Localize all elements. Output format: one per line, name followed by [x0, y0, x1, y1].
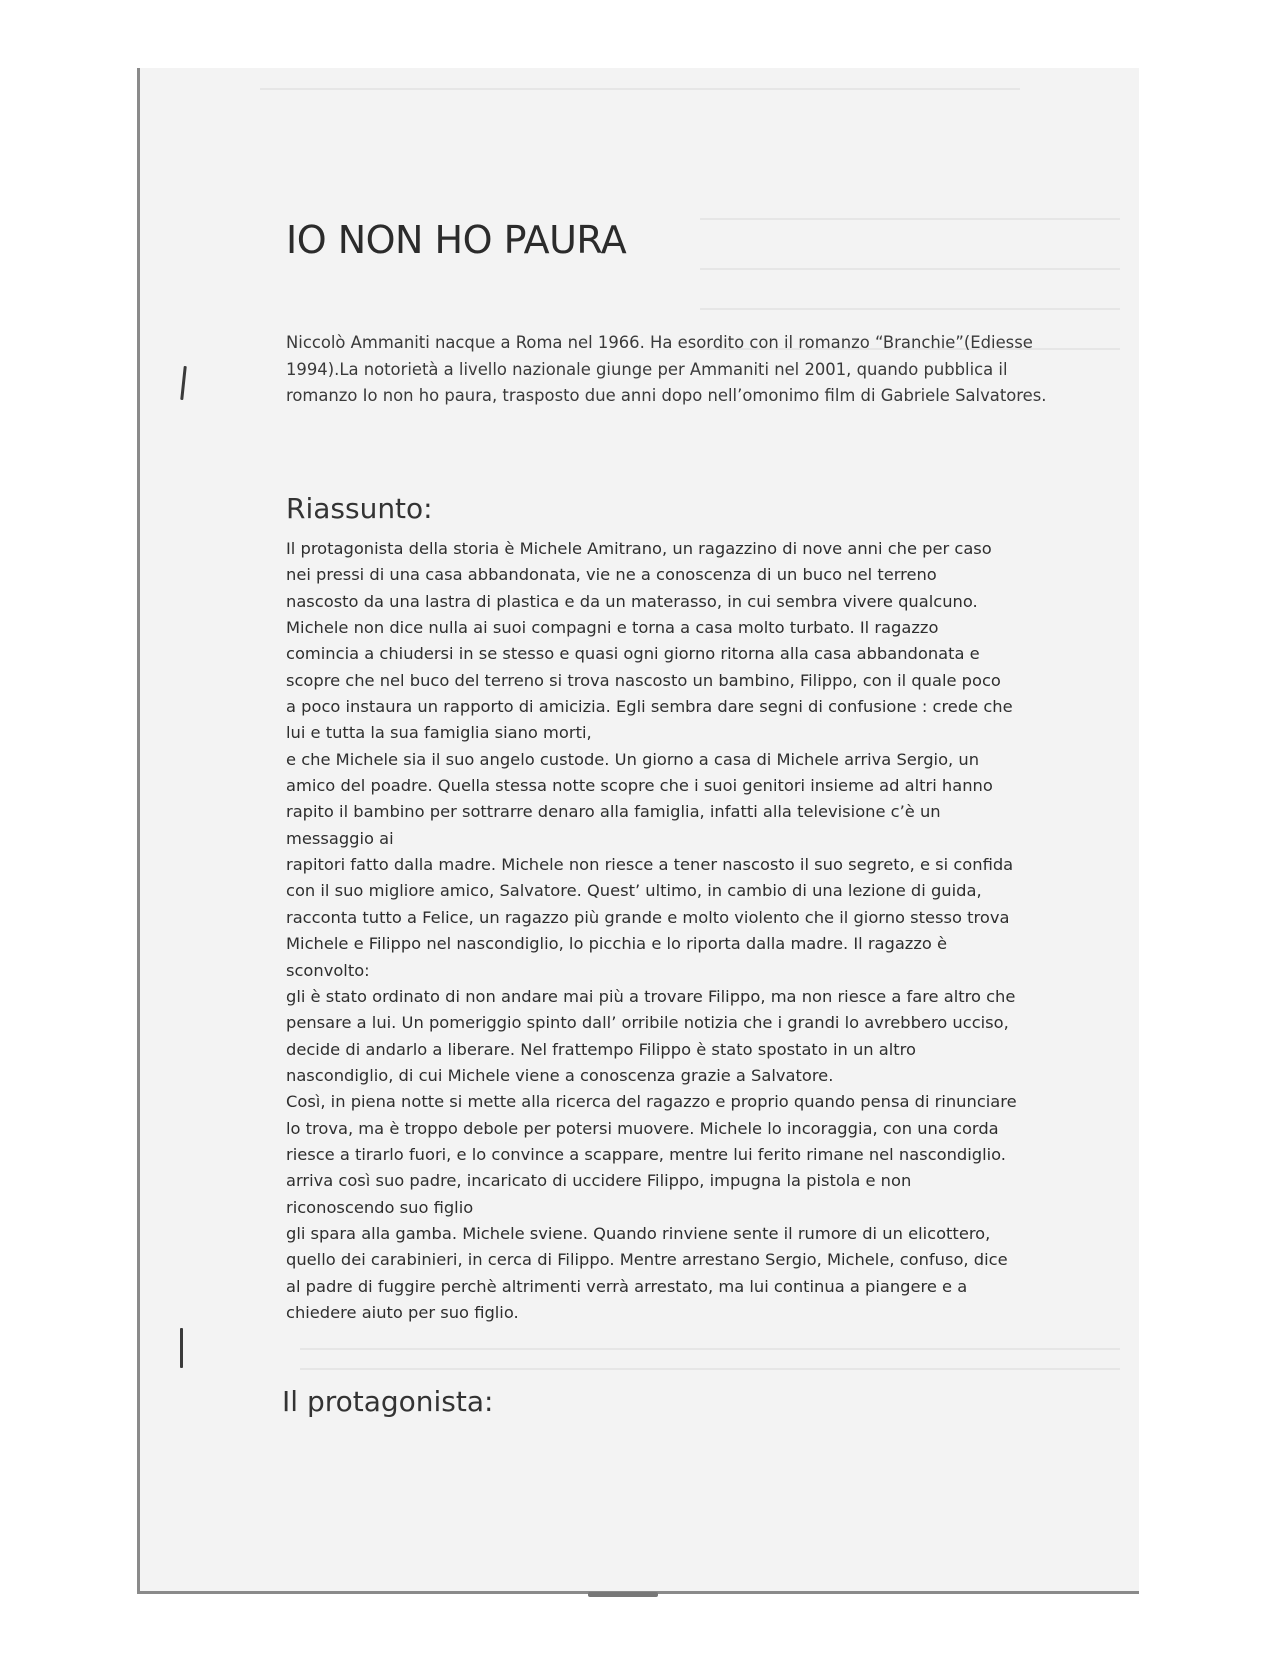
summary-line: racconta tutto a Felice, un ragazzo più grande e molto violento che il giorno stesso trova: [286, 907, 1010, 927]
summary-line: amico del poadre. Quella stessa notte scopre che i suoi genitori insieme ad altri hanno: [286, 776, 993, 796]
bleed-through-line: [700, 268, 1120, 270]
summary-line: Michele non dice nulla ai suoi compagni e torna a casa molto turbato. Il ragazzo: [286, 618, 939, 638]
summary-line: a poco instaura un rapporto di amicizia. Egli sembra dare segni di confusione : crede che: [286, 697, 1013, 717]
summary-line: pensare a lui. Un pomeriggio spinto dall’ orribile notizia che i grandi lo avrebbero ucciso,: [286, 1013, 1009, 1033]
summary-line: rapito il bambino per sottrarre denaro alla famiglia, infatti alla televisione c’è un: [286, 802, 941, 822]
bleed-through-line: [260, 88, 1020, 90]
bleed-through-line: [300, 1348, 1120, 1350]
summary-heading: Riassunto:: [286, 492, 433, 525]
summary-line: decide di andarlo a liberare. Nel frattempo Filippo è stato spostato in un altro: [286, 1039, 916, 1059]
bleed-through-line: [700, 308, 1120, 310]
summary-line: chiedere aiuto per suo figlio.: [286, 1302, 519, 1322]
summary-line: quello dei carabinieri, in cerca di Filippo. Mentre arrestano Sergio, Michele, confuso, dice: [286, 1250, 1008, 1270]
summary-line: nascondiglio, di cui Michele viene a conoscenza grazie a Salvatore.: [286, 1065, 834, 1085]
summary-line: comincia a chiudersi in se stesso e quasi ogni giorno ritorna alla casa abbandonata e: [286, 644, 980, 664]
summary-line: sconvolto:: [286, 960, 370, 980]
bleed-through-line: [700, 218, 1120, 220]
summary-line: arriva così suo padre, incaricato di uccidere Filippo, impugna la pistola e non: [286, 1171, 912, 1191]
summary-line: gli è stato ordinato di non andare mai più a trovare Filippo, ma non riesce a fare altro che: [286, 986, 1016, 1006]
summary-line: riconoscendo suo figlio: [286, 1197, 474, 1217]
summary-line: riesce a tirarlo fuori, e lo convince a scappare, mentre lui ferito rimane nel nascondiglio.: [286, 1144, 1006, 1164]
summary-line: Così, in piena notte si mette alla ricerca del ragazzo e proprio quando pensa di rinunciare: [286, 1092, 1017, 1112]
summary-line: Il protagonista della storia è Michele Amitrano, un ragazzino di nove anni che per caso: [286, 539, 992, 558]
protagonist-heading: Il protagonista:: [282, 1385, 494, 1418]
summary-line: e che Michele sia il suo angelo custode. Un giorno a casa di Michele arriva Sergio, un: [286, 749, 980, 769]
page-edge-tab: [588, 1592, 658, 1597]
summary-line: gli spara alla gamba. Michele sviene. Quando rinviene sente il rumore di un elicottero,: [286, 1223, 991, 1243]
margin-mark-lower: [180, 1328, 183, 1368]
summary-line: nei pressi di una casa abbandonata, vie ne a conoscenza di un buco nel terreno: [286, 565, 937, 585]
summary-line: lui e tutta la sua famiglia siano morti,: [286, 723, 592, 743]
document-title: IO NON HO PAURA: [286, 218, 627, 262]
summary-paragraph: [286, 536, 1066, 1326]
summary-line: rapitori fatto dalla madre. Michele non riesce a tener nascosto il suo segreto, e si confida: [286, 855, 1014, 875]
summary-line: al padre di fuggire perchè altrimenti verrà arrestato, ma lui continua a piangere e a: [286, 1276, 968, 1296]
summary-line: lo trova, ma è troppo debole per potersi muovere. Michele lo incoraggia, con una corda: [286, 1118, 999, 1138]
summary-line: nascosto da una lastra di plastica e da un materasso, in cui sembra vivere qualcuno.: [286, 591, 978, 611]
summary-line: Michele e Filippo nel nascondiglio, lo picchia e lo riporta dalla madre. Il ragazzo è: [286, 934, 948, 954]
summary-line: scopre che nel buco del terreno si trova nascosto un bambino, Filippo, con il quale poco: [286, 670, 1001, 690]
summary-line: messaggio ai: [286, 828, 394, 848]
summary-line: con il suo migliore amico, Salvatore. Quest’ ultimo, in cambio di una lezione di guida,: [286, 881, 982, 901]
author-intro-paragraph: Niccolò Ammaniti nacque a Roma nel 1966. Ha esordito con il romanzo “Branchie”(Ediesse 1994).La notorietà a livello nazionale giunge per Ammaniti nel 2001, quando pubblica il romanzo Io non ho paura, trasposto due anni dopo nell’omonimo film di Gabriele Salvatores.: [286, 333, 1047, 405]
bleed-through-line: [300, 1368, 1120, 1370]
